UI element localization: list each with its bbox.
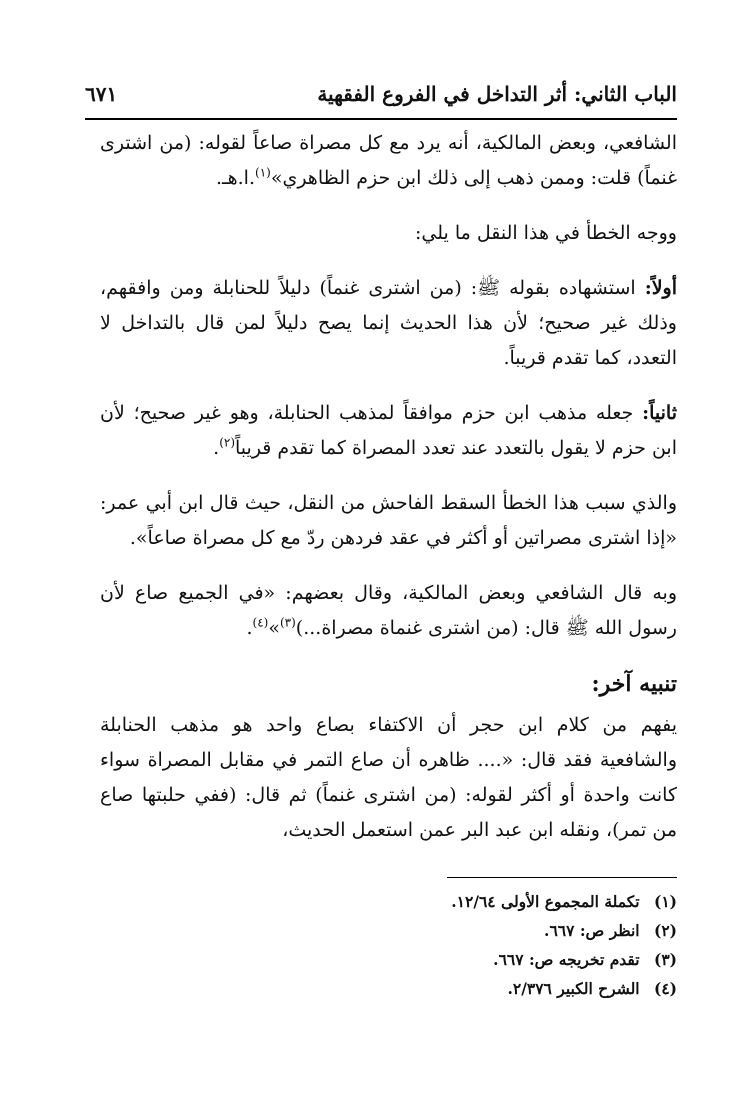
footnote-1 (100, 887, 677, 916)
footnotes (100, 887, 677, 1003)
footnote-number: (٢) (653, 921, 677, 940)
paragraph-3-text: استشهاده بقوله ﷺ: (من اشترى غنماً) دليلاً للحنابلة ومن وافقهم، وذلك غير صحيح؛ لأن هذا الحديث إنما يصح دليلاً لمن قال بالتداخل لا التعدد، كما تقدم قريباً. (100, 277, 677, 369)
footnote-number: (١) (653, 892, 677, 911)
footnote-number: (٣) (653, 950, 677, 969)
chapter-title: الباب الثاني: أثر التداخل في الفروع الفقهية (317, 82, 677, 106)
paragraph-6-text: وبه قال الشافعي وبعض المالكية، وقال بعضهم: «في الجميع صاع لأن رسول الله ﷺ قال: (من اشترى غنماة مصراة...) (100, 582, 677, 639)
paragraph-3 (100, 271, 677, 376)
footnote-divider (447, 877, 677, 878)
header-divider (85, 118, 677, 120)
section-heading: تنبيه آخر: (591, 671, 677, 697)
second-point-label: ثانياً: (642, 402, 677, 424)
footnote-text: انظر ص: ٦٦٧. (544, 921, 640, 940)
paragraph-7: يفهم من كلام ابن حجر أن الاكتفاء بصاع واحد هو مذهب الحنابلة والشافعية فقد قال: «.... ظاهره أن صاع التمر في مقابل المصراة سواء كانت واحدة أو أكثر لقوله: (من اشترى غنماً) ثم قال: (ففي حلبتها صاع من تمر)، ونقله ابن عبد البر عمن استعمل الحديث، (100, 714, 677, 841)
running-header (85, 80, 677, 116)
paragraph-4-tail: . (213, 437, 220, 459)
paragraph-4-text: جعله مذهب ابن حزم موافقاً لمذهب الحنابلة، وهو غير صحيح؛ لأن ابن حزم لا يقول بالتعدد عند تعدد المصراة كما تقدم قريباً (100, 402, 677, 459)
footnote-text: الشرح الكبير ٢/٣٧٦. (507, 979, 640, 998)
paragraph-2: ووجه الخطأ في هذا النقل ما يلي: (414, 222, 677, 244)
paragraph-6-quote-close: » (268, 617, 280, 639)
page-number: ٦٧١ (85, 82, 118, 106)
paragraph-4 (100, 396, 677, 466)
footnote-text: تكملة المجموع الأولى ١٢/٦٤. (451, 892, 640, 911)
paragraph-1-text: الشافعي، وبعض المالكية، أنه يرد مع كل مصراة صاعاً لقوله: (من اشترى غنماً) قلت: وممن ذهب إلى ذلك ابن حزم الظاهري» (100, 132, 677, 189)
footnote-ref-4: (٤) (252, 615, 269, 630)
footnote-number: (٤) (653, 979, 677, 998)
first-point-label: أولاً: (644, 277, 677, 299)
paragraph-5: والذي سبب هذا الخطأ السقط الفاحش من النقل، حيث قال ابن أبي عمر: «إذا اشترى مصراتين أو أكثر في عقد فردهن ردّ مع كل مصراة صاعاً». (100, 492, 677, 549)
footnote-4 (100, 974, 677, 1003)
footnote-ref-1: (١) (255, 165, 271, 180)
footnote-text: تقدم تخريجه ص: ٦٦٧. (493, 950, 640, 969)
paragraph-6-tail: . (246, 617, 253, 639)
main-text (100, 126, 677, 848)
paragraph-1 (100, 126, 677, 196)
footnote-2 (100, 916, 677, 945)
paragraph-1-tail: .ا.هـ. (216, 167, 255, 189)
footnote-ref-2: (٢) (219, 435, 236, 450)
footnote-ref-3: (٣) (279, 615, 296, 630)
footnote-3 (100, 945, 677, 974)
paragraph-6 (100, 576, 677, 646)
